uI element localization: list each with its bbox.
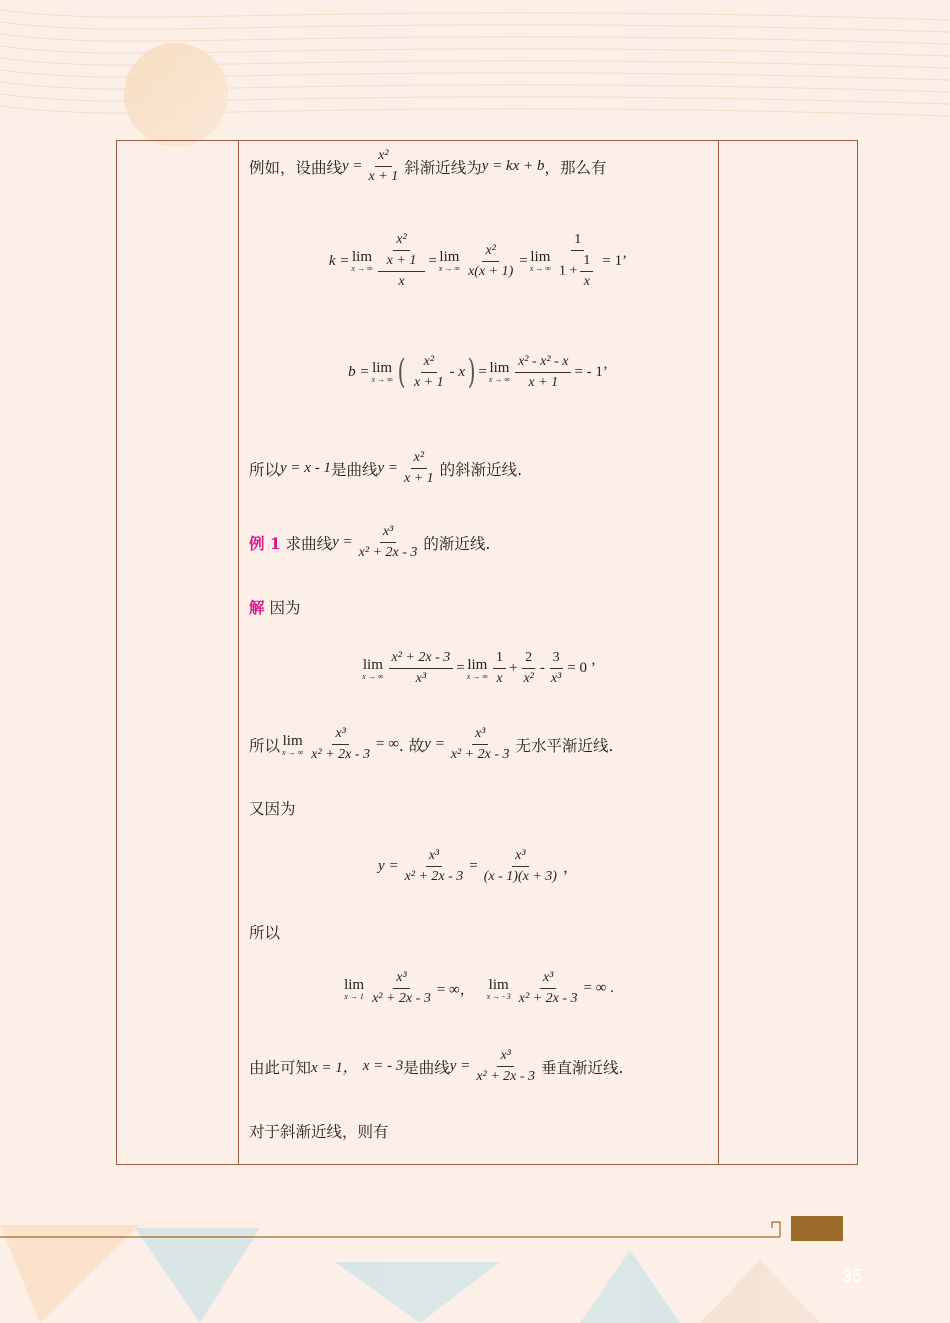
nh-a: 所以 xyxy=(249,736,281,755)
formula-b xyxy=(238,352,718,392)
num: x² xyxy=(421,354,437,373)
limit xyxy=(487,977,511,1001)
x-eq-1: x = 1， xyxy=(311,1060,358,1076)
therefore-line xyxy=(249,921,280,943)
fraction xyxy=(493,650,506,687)
example-b: 的渐近线. xyxy=(423,534,491,553)
k-eq: k = xyxy=(328,252,350,269)
eq-inf-comma: = ∞， xyxy=(436,982,475,998)
page-number: 35 xyxy=(842,1266,863,1286)
b-eq: b = xyxy=(348,363,370,380)
den: x² + 2x - 3 xyxy=(358,545,418,560)
also-because: 又因为 xyxy=(249,800,296,818)
va-b: 是曲线 xyxy=(403,1058,450,1077)
lim-sub: x → ∞ xyxy=(529,264,551,273)
fraction xyxy=(369,970,434,1007)
example-label: 例 1 xyxy=(249,533,281,553)
fraction xyxy=(378,232,426,290)
eq0: = 0 ’ xyxy=(567,660,596,676)
minus-x: - x xyxy=(449,363,466,380)
num: x² xyxy=(393,232,409,251)
lim: lim xyxy=(282,732,303,749)
num: 3 xyxy=(550,650,563,669)
den: x + 1 xyxy=(528,374,559,390)
lim-sub: x → ∞ xyxy=(362,671,384,681)
fraction xyxy=(448,726,513,763)
num: x³ xyxy=(393,970,409,989)
den: x + 1 xyxy=(404,471,434,486)
den: x(x + 1) xyxy=(468,263,514,279)
lim: lim xyxy=(362,656,383,673)
y-eq: y = xyxy=(377,460,398,476)
limit xyxy=(439,249,460,273)
fraction xyxy=(520,650,536,687)
lim: lim xyxy=(467,656,488,673)
fraction xyxy=(481,848,560,885)
den: (x - 1)(x + 3) xyxy=(483,869,557,884)
fraction xyxy=(389,650,454,687)
lim-sub: x → ∞ xyxy=(371,375,393,384)
limit xyxy=(371,360,392,384)
num: x² - x² - x xyxy=(515,354,571,373)
formula-k xyxy=(238,232,718,290)
num: x² xyxy=(482,243,498,262)
den: x + 1 xyxy=(368,169,399,184)
num: x³ xyxy=(426,848,442,867)
oblique-prompt-line xyxy=(249,1120,389,1142)
limit xyxy=(362,657,383,681)
lim: lim xyxy=(344,976,365,993)
eq1: = 1’ xyxy=(602,252,628,269)
fraction xyxy=(473,1048,538,1085)
den: x³ xyxy=(415,671,427,686)
example-1-line xyxy=(249,524,490,561)
nh-c: 无水平渐近线. xyxy=(515,736,614,755)
fraction xyxy=(308,726,373,763)
fraction xyxy=(356,524,421,561)
limit xyxy=(530,249,551,273)
num: x² xyxy=(411,450,427,469)
limit xyxy=(489,360,510,384)
lim-sub: x → - 3 xyxy=(486,991,511,1001)
y-eq: y = xyxy=(378,858,399,874)
limit xyxy=(467,657,488,681)
den: x + 1 xyxy=(414,374,444,390)
formula-limit-zero xyxy=(238,650,718,687)
y-eq: y = xyxy=(449,1058,471,1074)
formula-vertical-limits xyxy=(238,970,718,1007)
content-column xyxy=(238,140,718,1165)
lim-sub: x → ∞ xyxy=(282,747,304,757)
therefore: 所以 xyxy=(249,924,281,942)
den: x² + 2x - 3 xyxy=(404,869,464,884)
intro-text-a: 例如，设曲线 xyxy=(249,158,343,177)
no-horizontal-line xyxy=(249,726,613,763)
lim: lim xyxy=(372,360,393,376)
den: x² + 2x - 3 xyxy=(476,1069,536,1084)
eq: = xyxy=(469,858,478,874)
num: x² xyxy=(375,148,391,167)
comma: ， xyxy=(562,860,578,876)
intro-text-b: 斜渐近线为 xyxy=(404,158,482,177)
fraction xyxy=(515,354,571,391)
eq: = xyxy=(478,363,487,380)
solution-label: 解 xyxy=(249,598,265,617)
num: x³ xyxy=(472,726,488,745)
y-eq: y = xyxy=(424,736,445,752)
column-divider-right xyxy=(718,141,719,1164)
den xyxy=(556,251,599,290)
inner-fraction xyxy=(580,253,593,290)
one-plus: 1 + xyxy=(559,263,578,279)
num: 2 xyxy=(522,650,535,669)
lim-sub: x → ∞ xyxy=(351,264,373,273)
formula-factored xyxy=(238,848,718,885)
lim-sub: x → 1 xyxy=(344,991,364,1001)
va-a: 由此可知 xyxy=(249,1058,312,1077)
fraction xyxy=(401,450,437,487)
x-eq-m3: x = - 3 xyxy=(362,1058,404,1074)
conclusion-a: 所以 xyxy=(249,460,281,479)
vertical-asymptote-line xyxy=(249,1048,623,1085)
minus: - xyxy=(539,660,545,676)
lim-sub: x → ∞ xyxy=(438,264,461,273)
lim: lim xyxy=(352,249,373,265)
y-eq: y = xyxy=(332,534,353,550)
right-paren: ) xyxy=(467,352,476,392)
num: x³ xyxy=(332,726,348,745)
solution-a: 因为 xyxy=(269,599,301,617)
also-because-line xyxy=(249,797,296,819)
den: x² + 2x - 3 xyxy=(518,991,578,1006)
num: x³ xyxy=(497,1048,513,1067)
fraction xyxy=(516,970,581,1007)
num: x³ xyxy=(512,848,528,867)
num: x² + 2x - 3 xyxy=(389,650,454,669)
conclusion-line xyxy=(249,450,522,487)
example-a: 求曲线 xyxy=(285,534,333,553)
conclusion-b: 是曲线 xyxy=(330,460,378,479)
y-x-m1: y = x - 1 xyxy=(280,460,331,476)
math-kxb: y = kx + b xyxy=(481,158,545,174)
fraction xyxy=(402,848,467,885)
num: 1 xyxy=(571,232,584,251)
solution-line xyxy=(249,596,300,618)
fraction xyxy=(465,243,516,280)
lim-sub: x → ∞ xyxy=(488,375,511,384)
limit xyxy=(344,977,364,1001)
lim: lim xyxy=(439,249,460,265)
eq: = xyxy=(456,660,465,676)
den: x² + 2x - 3 xyxy=(372,991,431,1006)
intro-text-c: ，那么有 xyxy=(544,158,607,177)
lim-sub: x → ∞ xyxy=(466,671,488,681)
den: x² xyxy=(523,671,534,686)
va-c: 垂直渐近线. xyxy=(541,1058,624,1077)
eq: = xyxy=(519,252,528,269)
eq-m1: = - 1’ xyxy=(574,363,608,380)
fraction xyxy=(366,148,402,185)
num xyxy=(378,232,426,272)
num: x³ xyxy=(540,970,556,989)
eq-inf: = ∞ xyxy=(376,736,399,752)
limit xyxy=(282,733,303,757)
den: x³ xyxy=(550,671,562,686)
fraction xyxy=(556,232,599,290)
limit xyxy=(351,249,372,273)
left-paren: ( xyxy=(397,352,406,392)
inner-fraction xyxy=(384,232,420,269)
fraction xyxy=(411,354,447,391)
conclusion-c: 的斜渐近线. xyxy=(439,460,523,479)
den: x xyxy=(496,671,503,686)
eq: = xyxy=(428,252,437,269)
num: x³ xyxy=(380,524,396,543)
intro-line xyxy=(249,148,606,185)
oblique-prompt: 对于斜渐近线，则有 xyxy=(249,1123,389,1141)
num: 1 xyxy=(580,253,593,272)
fraction xyxy=(548,650,564,687)
den: x² + 2x - 3 xyxy=(311,747,371,762)
lim: lim xyxy=(488,976,509,993)
plus: + xyxy=(508,660,518,676)
den: x xyxy=(398,274,405,289)
lim: lim xyxy=(489,360,510,376)
den: x + 1 xyxy=(386,253,417,268)
num: 1 xyxy=(493,650,506,669)
eq-inf-dot: = ∞ . xyxy=(583,980,614,996)
math-y-eq: y = xyxy=(342,158,363,174)
den: x² + 2x - 3 xyxy=(450,747,510,762)
lim: lim xyxy=(530,249,551,265)
nh-b: . 故 xyxy=(398,736,425,755)
den: x xyxy=(583,274,591,289)
